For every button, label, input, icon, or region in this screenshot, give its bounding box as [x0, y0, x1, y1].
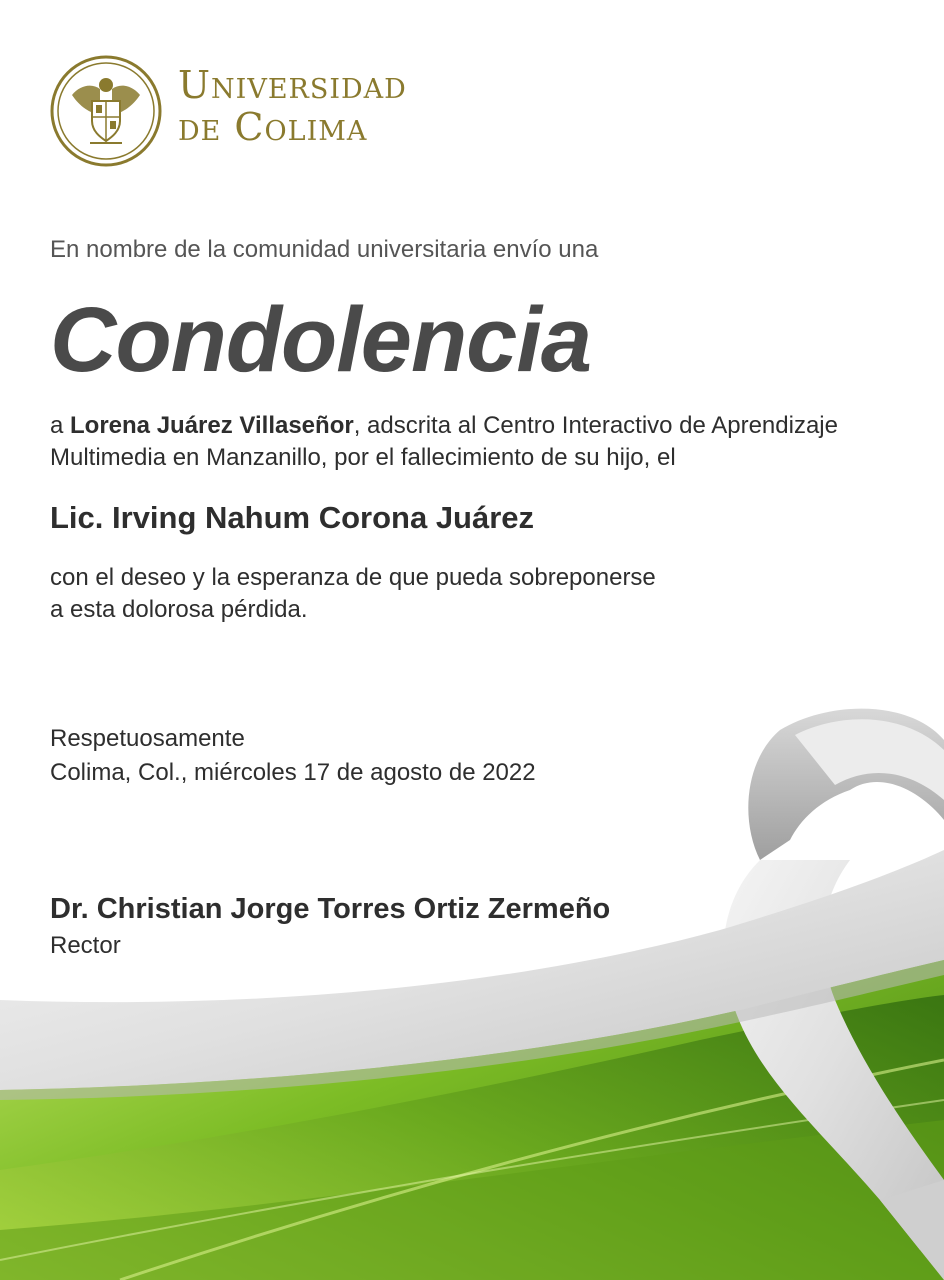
university-name-line2: de Colima — [178, 105, 368, 149]
salutation: Respetuosamente — [50, 725, 245, 752]
page-title: Condolencia — [50, 289, 592, 391]
university-name-line1: Universidad — [178, 63, 407, 107]
signer-role: Rector — [50, 932, 121, 959]
deceased-name: Lic. Irving Nahum Corona Juárez — [50, 500, 535, 535]
intro-text: En nombre de la comunidad universitaria envío una — [50, 236, 599, 263]
place-date: Colima, Col., miércoles 17 de agosto de 2022 — [50, 759, 536, 786]
eagle-seal-icon — [50, 55, 162, 167]
wishes-line1: con el deseo y la esperanza de que pueda sobreponerse — [50, 564, 656, 591]
recipient-prefix: a — [50, 412, 71, 439]
wishes-line2: a esta dolorosa pérdida. — [50, 596, 308, 623]
closing-block — [50, 722, 536, 790]
wishes-paragraph — [50, 562, 770, 626]
recipient-paragraph — [50, 410, 920, 474]
recipient-suffix: , adscrita al Centro Interactivo de Aprendizaje Multimedia en Manzanillo, por el fallecimiento de su hijo, el — [50, 412, 838, 471]
university-name — [178, 64, 407, 148]
signer-name: Dr. Christian Jorge Torres Ortiz Zermeño — [50, 893, 611, 925]
recipient-name: Lorena Juárez Villaseñor — [70, 412, 354, 439]
